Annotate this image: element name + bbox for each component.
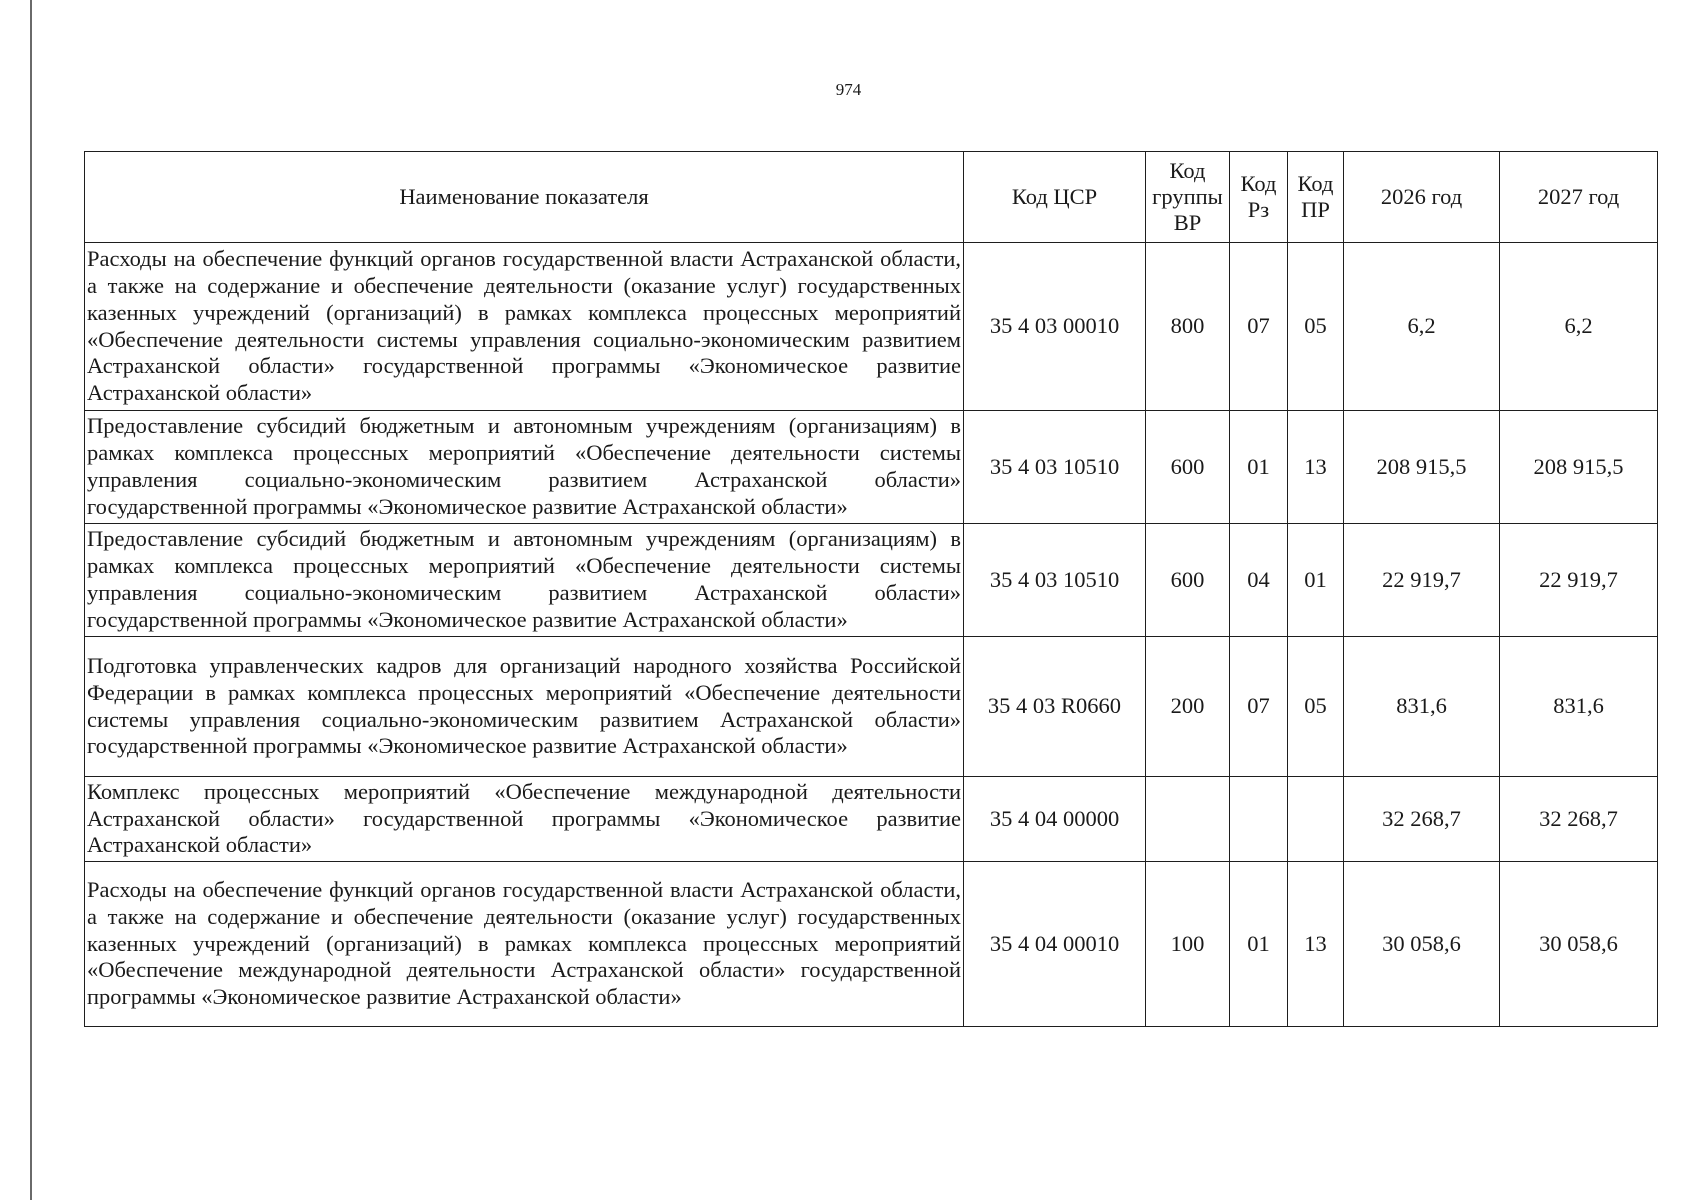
header-year-2027: 2027 год xyxy=(1500,152,1658,243)
pr-code-cell: 13 xyxy=(1288,862,1344,1027)
row-name-cell: Подготовка управленческих кадров для организаций народного хозяйства Российской Федерации в рамках комплекса процессных мероприятий «Обеспечение деятельности системы управления социально-экономическим развитием Астраханской области» государственной программы «Экономическое развитие Астраханской области» xyxy=(85,637,964,777)
table-row xyxy=(85,524,1658,637)
table-row xyxy=(85,637,1658,777)
amount-2026-cell: 30 058,6 xyxy=(1344,862,1500,1027)
table-row xyxy=(85,243,1658,411)
amount-2027-cell: 32 268,7 xyxy=(1500,777,1658,862)
csr-code-cell: 35 4 03 R0660 xyxy=(964,637,1146,777)
pr-code-cell xyxy=(1288,777,1344,862)
rz-code-cell: 01 xyxy=(1230,862,1288,1027)
row-name-cell: Комплекс процессных мероприятий «Обеспечение международной деятельности Астраханской области» государственной программы «Экономическое развитие Астраханской области» xyxy=(85,777,964,862)
rz-code-cell: 07 xyxy=(1230,243,1288,411)
binding-edge-line xyxy=(30,0,32,1200)
row-name-cell: Предоставление субсидий бюджетным и автономным учреждениям (организациям) в рамках комплекса процессных мероприятий «Обеспечение деятельности системы управления социально-экономическим развитием Астраханской области» государственной программы «Экономическое развитие Астраханской области» xyxy=(85,411,964,524)
rz-code-cell xyxy=(1230,777,1288,862)
table-row xyxy=(85,777,1658,862)
vr-code-cell xyxy=(1146,777,1230,862)
amount-2027-cell: 22 919,7 xyxy=(1500,524,1658,637)
csr-code-cell: 35 4 04 00000 xyxy=(964,777,1146,862)
table-row xyxy=(85,411,1658,524)
vr-code-cell: 600 xyxy=(1146,411,1230,524)
amount-2027-cell: 30 058,6 xyxy=(1500,862,1658,1027)
row-name-cell: Расходы на обеспечение функций органов государственной власти Астраханской области, а также на содержание и обеспечение деятельности (оказание услуг) государственных казенных учреждений (организаций) в рамках комплекса процессных мероприятий «Обеспечение деятельности системы управления социально-экономическим развитием Астраханской области» государственной программы «Экономическое развитие Астраханской области» xyxy=(85,243,964,411)
pr-code-cell: 13 xyxy=(1288,411,1344,524)
amount-2027-cell: 208 915,5 xyxy=(1500,411,1658,524)
row-name-cell: Предоставление субсидий бюджетным и автономным учреждениям (организациям) в рамках комплекса процессных мероприятий «Обеспечение деятельности системы управления социально-экономическим развитием Астраханской области» государственной программы «Экономическое развитие Астраханской области» xyxy=(85,524,964,637)
vr-code-cell: 800 xyxy=(1146,243,1230,411)
rz-code-cell: 04 xyxy=(1230,524,1288,637)
header-name: Наименование показателя xyxy=(85,152,964,243)
table-header-row xyxy=(85,152,1658,243)
pr-code-cell: 05 xyxy=(1288,637,1344,777)
pr-code-cell: 01 xyxy=(1288,524,1344,637)
budget-table xyxy=(84,151,1658,1027)
amount-2026-cell: 6,2 xyxy=(1344,243,1500,411)
rz-code-cell: 07 xyxy=(1230,637,1288,777)
csr-code-cell: 35 4 04 00010 xyxy=(964,862,1146,1027)
csr-code-cell: 35 4 03 00010 xyxy=(964,243,1146,411)
amount-2027-cell: 831,6 xyxy=(1500,637,1658,777)
amount-2026-cell: 22 919,7 xyxy=(1344,524,1500,637)
header-rz-code: Код Рз xyxy=(1230,152,1288,243)
header-year-2026: 2026 год xyxy=(1344,152,1500,243)
amount-2026-cell: 831,6 xyxy=(1344,637,1500,777)
vr-code-cell: 600 xyxy=(1146,524,1230,637)
csr-code-cell: 35 4 03 10510 xyxy=(964,411,1146,524)
header-vr-group-code: Код группы ВР xyxy=(1146,152,1230,243)
amount-2027-cell: 6,2 xyxy=(1500,243,1658,411)
csr-code-cell: 35 4 03 10510 xyxy=(964,524,1146,637)
page-number: 974 xyxy=(835,80,862,99)
amount-2026-cell: 32 268,7 xyxy=(1344,777,1500,862)
header-csr-code: Код ЦСР xyxy=(964,152,1146,243)
amount-2026-cell: 208 915,5 xyxy=(1344,411,1500,524)
row-name-cell: Расходы на обеспечение функций органов государственной власти Астраханской области, а также на содержание и обеспечение деятельности (оказание услуг) государственных казенных учреждений (организаций) в рамках комплекса процессных мероприятий «Обеспечение международной деятельности Астраханской области» государственной программы «Экономическое развитие Астраханской области» xyxy=(85,862,964,1027)
rz-code-cell: 01 xyxy=(1230,411,1288,524)
vr-code-cell: 200 xyxy=(1146,637,1230,777)
pr-code-cell: 05 xyxy=(1288,243,1344,411)
vr-code-cell: 100 xyxy=(1146,862,1230,1027)
header-pr-code: Код ПР xyxy=(1288,152,1344,243)
table-row xyxy=(85,862,1658,1027)
